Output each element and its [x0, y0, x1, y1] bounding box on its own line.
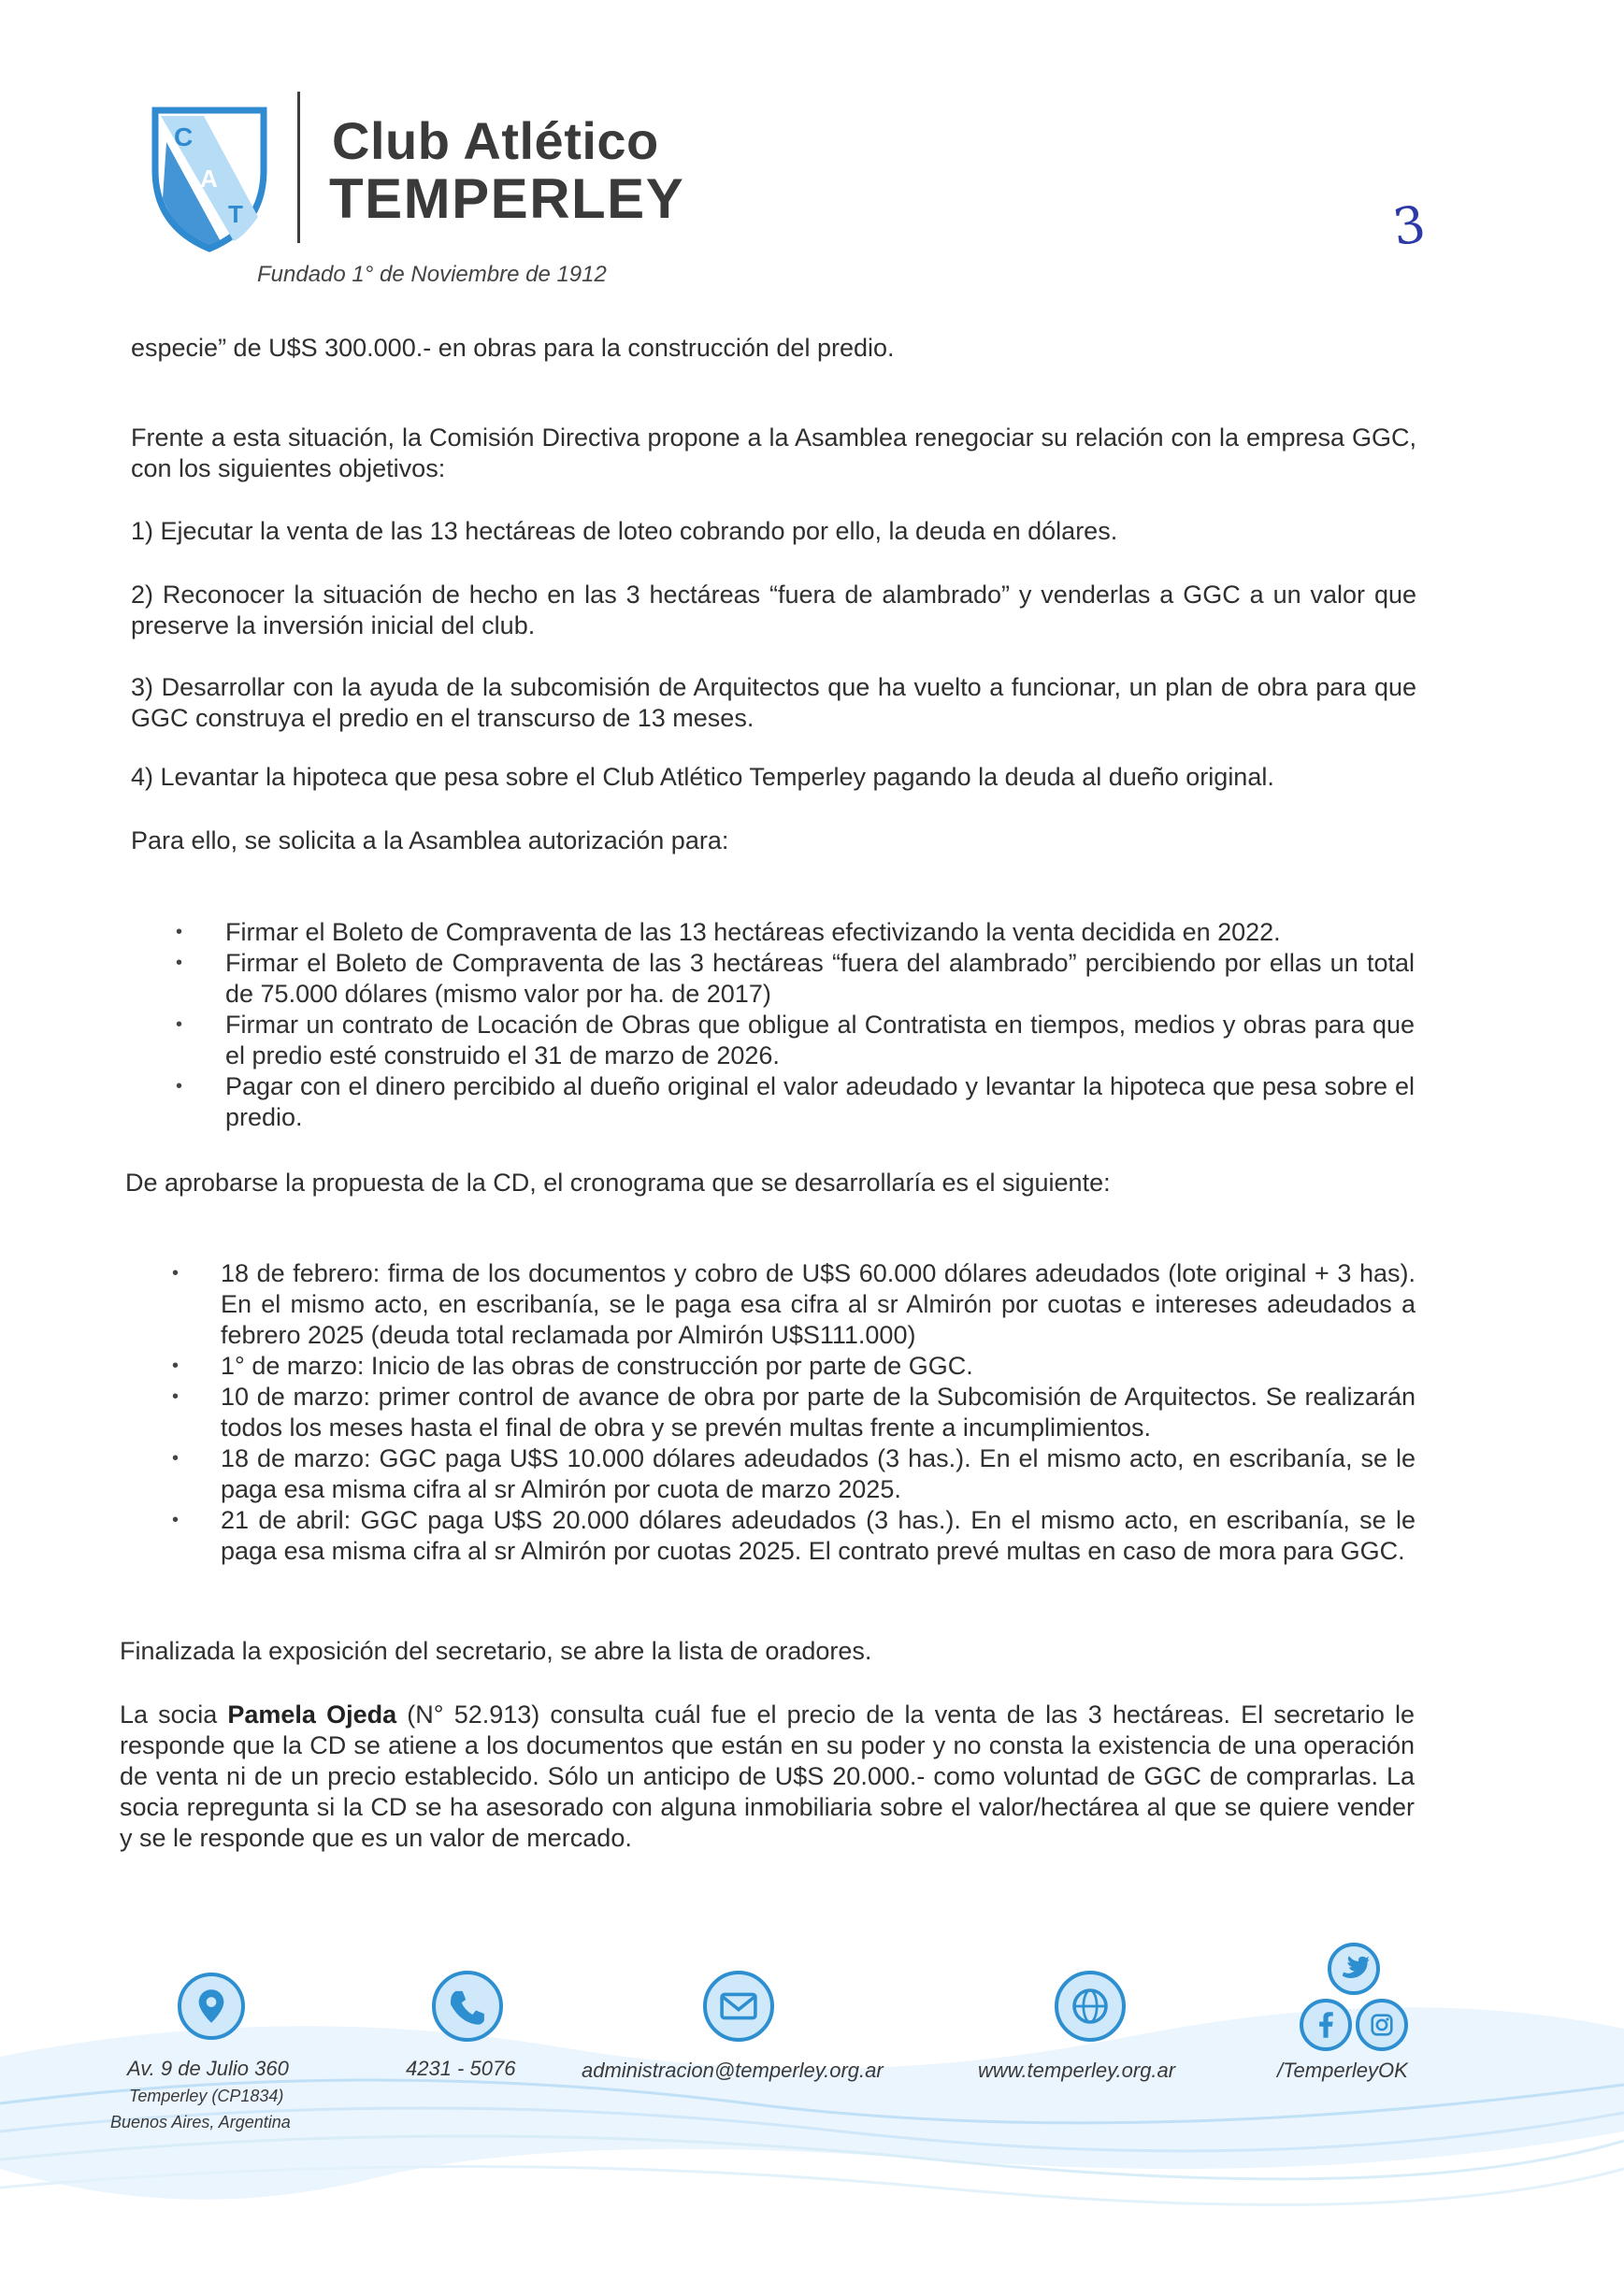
- footer-address-line1: Av. 9 de Julio 360: [127, 2057, 289, 2080]
- socia-rest: (N° 52.913) consulta cuál fue el precio de la venta de las 3 hectáreas. El secretario le responde que la CD se atiene a los documentos que están en su poder y no consta la existencia de una operación de venta ni de un precio establecido. Sólo un anticipo de U$S 20.000.- como voluntad de GGC de comprarlas. La socia repregunta si la CD se ha asesorado con alguna inmobiliaria sobre el valor/hectárea al que se quiere vender y se le responde que es un valor de mercado.: [120, 1700, 1415, 1852]
- authorization-item: Pagar con el dinero percibido al dueño original el valor adeudado y levantar la hipoteca que pesa sobre el predio.: [225, 1072, 1415, 1131]
- twitter-icon: [1328, 1943, 1380, 1995]
- schedule-item: 18 de febrero: firma de los documentos y cobro de U$S 60.000 dólares adeudados (lote original + 3 has). En el mismo acto, en escribanía, se le paga esa cifra al sr Almirón por cuotas e intereses adeudados a febrero 2025 (deuda total reclamada por Almirón U$S111.000): [221, 1259, 1416, 1349]
- mail-icon: [703, 1971, 774, 2042]
- paragraph-intro: especie” de U$S 300.000.- en obras para la construcción del predio.: [131, 334, 895, 362]
- paragraph-finalizada: Finalizada la exposición del secretario, se abre la lista de oradores.: [120, 1637, 872, 1665]
- club-shield-logo: [148, 105, 271, 252]
- location-pin-icon: [178, 1973, 245, 2040]
- bullet-icon: •: [176, 922, 183, 942]
- authorization-item: Firmar el Boleto de Compraventa de las 3 hectáreas “fuera del alambrado” percibiendo por ellas un total de 75.000 dólares (mismo valor por ha. de 2017): [225, 949, 1415, 1008]
- founded-date: Fundado 1° de Noviembre de 1912: [257, 262, 607, 287]
- club-name-line2: TEMPERLEY: [329, 167, 685, 230]
- objective-2: 2) Reconocer la situación de hecho en las 3 hectáreas “fuera de alambrado” y venderlas a GGC a un valor que preserve la inversión inicial del club.: [131, 581, 1416, 639]
- objective-3: 3) Desarrollar con la ayuda de la subcomisión de Arquitectos que ha vuelto a funcionar, un plan de obra para que GGC construya el predio en el transcurso de 13 meses.: [131, 673, 1416, 732]
- paragraph-para-ello: Para ello, se solicita a la Asamblea autorización para:: [131, 826, 729, 854]
- schedule-item: 21 de abril: GGC paga U$S 20.000 dólares adeudados (3 has.). En el mismo acto, en escribanía, se le paga esa misma cifra al sr Almirón por cuotas 2025. El contrato prevé multas en caso de mora para GGC.: [221, 1506, 1416, 1565]
- logo-letter-t: T: [228, 200, 243, 228]
- footer-social-handle[interactable]: /TemperleyOK: [1277, 2059, 1408, 2082]
- authorization-item: Firmar un contrato de Locación de Obras que obligue al Contratista en tiempos, medios y obras para que el predio esté construido el 31 de marzo de 2026.: [225, 1011, 1415, 1069]
- bullet-icon: •: [172, 1510, 180, 1530]
- logo-letter-c: C: [174, 122, 194, 151]
- footer-email[interactable]: administracion@temperley.org.ar: [582, 2059, 884, 2082]
- logo-divider: [297, 92, 300, 243]
- schedule-item: 18 de marzo: GGC paga U$S 10.000 dólares adeudados (3 has.). En el mismo acto, en escribanía, se le paga esa misma cifra al sr Almirón por cuota de marzo 2025.: [221, 1444, 1416, 1503]
- globe-icon: [1055, 1971, 1126, 2042]
- objective-4: 4) Levantar la hipoteca que pesa sobre el Club Atlético Temperley pagando la deuda al dueño original.: [131, 763, 1274, 791]
- bullet-icon: •: [172, 1386, 180, 1407]
- objective-1: 1) Ejecutar la venta de las 13 hectáreas de loteo cobrando por ello, la deuda en dólares.: [131, 517, 1118, 545]
- paragraph-cronograma: De aprobarse la propuesta de la CD, el cronograma que se desarrollaría es el siguiente:: [125, 1169, 1111, 1197]
- logo-letter-a: A: [200, 165, 218, 193]
- footer-phone: 4231 - 5076: [406, 2057, 516, 2080]
- socia-lead: La socia: [120, 1700, 228, 1729]
- bullet-icon: •: [172, 1448, 180, 1469]
- bullet-icon: •: [176, 1014, 183, 1035]
- bullet-icon: •: [172, 1356, 180, 1376]
- bullet-icon: •: [172, 1263, 180, 1284]
- bullet-icon: •: [176, 953, 183, 973]
- phone-icon: [432, 1971, 503, 2042]
- bullet-icon: •: [176, 1076, 183, 1097]
- schedule-item: 1° de marzo: Inicio de las obras de construcción por parte de GGC.: [221, 1352, 973, 1380]
- club-name-line1: Club Atlético: [332, 111, 659, 170]
- facebook-icon: [1300, 1999, 1352, 2051]
- footer-address-line2: Temperley (CP1834): [129, 2087, 284, 2105]
- footer-address-line3: Buenos Aires, Argentina: [110, 2113, 291, 2131]
- authorization-item: Firmar el Boleto de Compraventa de las 13 hectáreas efectivizando la venta decidida en 2022.: [225, 918, 1281, 946]
- schedule-item: 10 de marzo: primer control de avance de obra por parte de la Subcomisión de Arquitectos. Se realizarán todos los meses hasta el final de obra y se prevén multas frente a incumplimientos.: [221, 1383, 1416, 1442]
- handwritten-page-number: 3: [1388, 194, 1430, 258]
- paragraph-frente: Frente a esta situación, la Comisión Directiva propone a la Asamblea renegociar su relación con la empresa GGC, con los siguientes objetivos:: [131, 423, 1416, 482]
- instagram-icon: [1356, 1999, 1408, 2051]
- footer-website[interactable]: www.temperley.org.ar: [978, 2059, 1176, 2082]
- socia-name: Pamela Ojeda: [227, 1700, 397, 1729]
- paragraph-socia: [120, 1700, 1415, 1854]
